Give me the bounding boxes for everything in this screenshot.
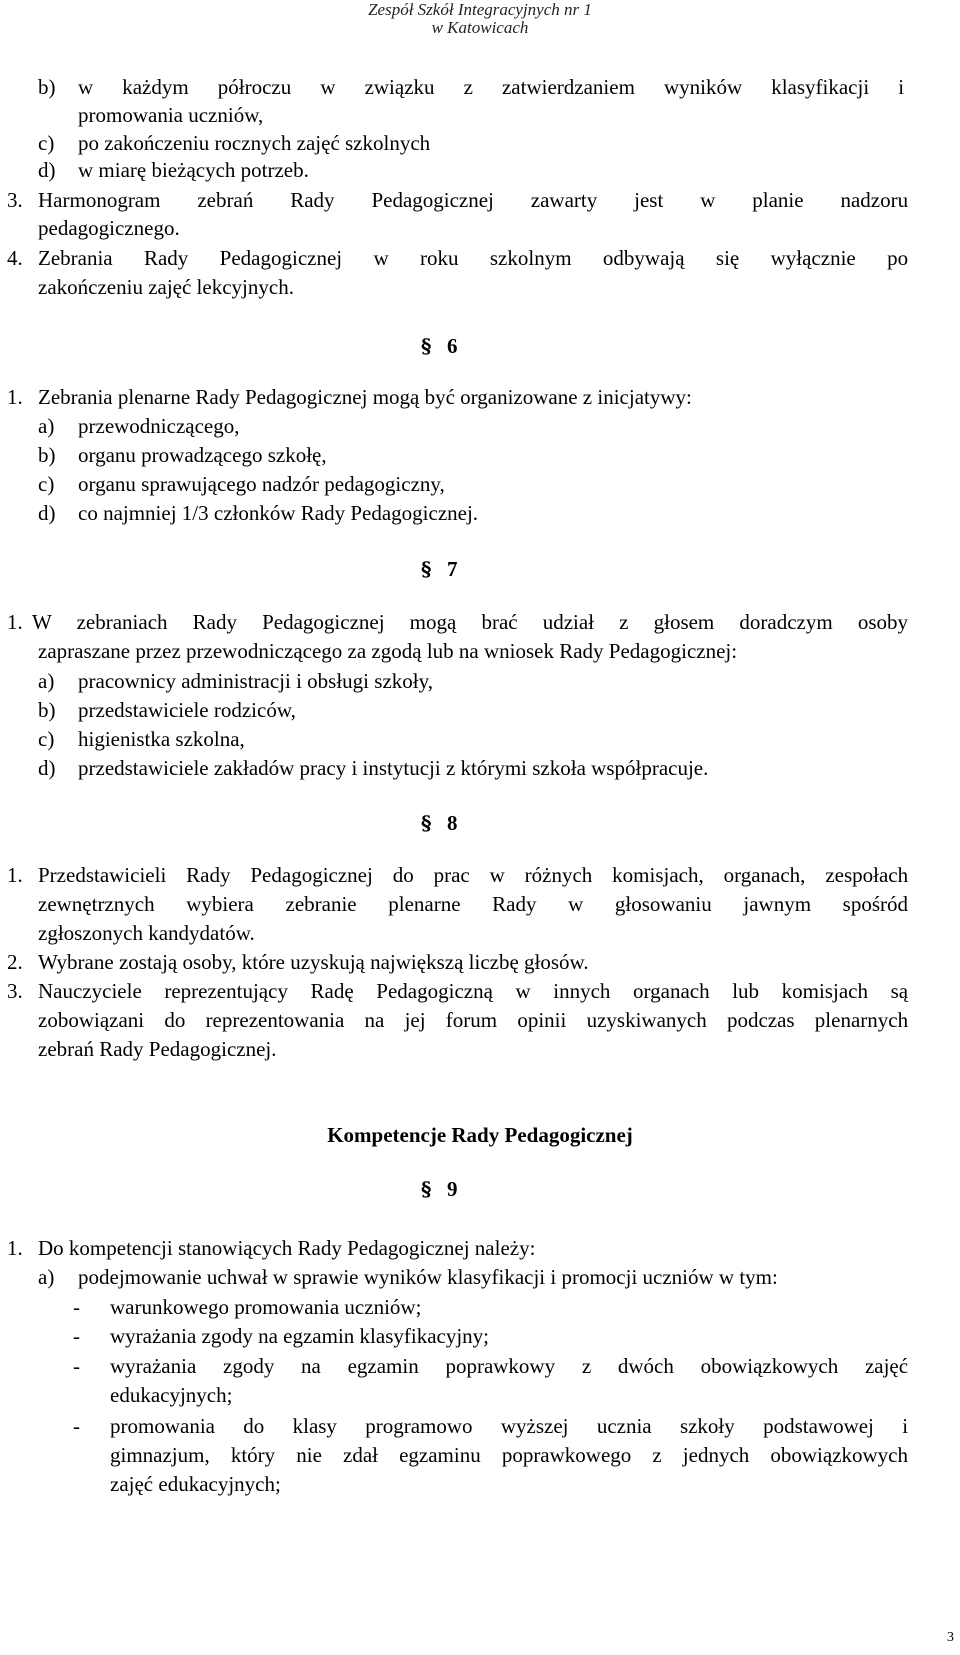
word: jest	[634, 188, 664, 212]
list-marker: d)	[38, 501, 56, 525]
list-marker: a)	[38, 414, 55, 438]
word: z	[619, 610, 629, 634]
word: wyrażania	[110, 1354, 197, 1378]
list-marker: d)	[38, 756, 56, 780]
word: i	[902, 1414, 909, 1438]
word: po	[887, 246, 909, 270]
word: forum	[445, 1008, 498, 1032]
word: komisjach,	[612, 863, 704, 887]
word: podstawowej	[763, 1414, 874, 1438]
paragraph-line	[110, 1413, 908, 1439]
paragraph-line: zakończeniu zajęć lekcyjnych.	[38, 275, 294, 299]
list-marker: 1.	[7, 610, 23, 634]
word: gimnazjum,	[110, 1443, 210, 1467]
paragraph-line	[32, 609, 908, 635]
list-item-text: warunkowego promowania uczniów;	[110, 1295, 422, 1319]
word: który	[230, 1443, 276, 1467]
word: organach	[633, 979, 710, 1003]
paragraph-line: promowania uczniów,	[78, 103, 264, 127]
word: zgody	[223, 1354, 275, 1378]
section-sign-icon	[420, 559, 437, 579]
word: zdał	[343, 1443, 378, 1467]
word: Rady	[143, 246, 189, 270]
svg-text:§: §	[421, 1179, 432, 1199]
word: do	[243, 1414, 265, 1438]
word: w	[568, 892, 584, 916]
word: Rady	[492, 892, 537, 916]
word: Pedagogicznej	[219, 246, 343, 270]
list-item-text: podejmowanie uchwał w sprawie wyników klasyfikacji i promocji uczniów w tym:	[78, 1265, 778, 1289]
word: wyłącznie	[770, 246, 856, 270]
word: opinii	[517, 1008, 567, 1032]
word: z	[581, 1354, 592, 1378]
word: Pedagogicznej	[250, 863, 373, 887]
paragraph-line	[38, 187, 908, 213]
word: zajęć	[864, 1354, 909, 1378]
word: szkolnym	[489, 246, 572, 270]
word: Rady	[290, 188, 335, 212]
word: Pedagogicznej	[371, 188, 494, 212]
section-heading: Kompetencje Rady Pedagogicznej	[327, 1123, 633, 1147]
word: promowania	[110, 1414, 215, 1438]
paragraph-line: edukacyjnych;	[110, 1383, 233, 1407]
word: różnych	[524, 863, 593, 887]
word: wyników	[663, 75, 743, 99]
list-item-text: pracownicy administracji i obsługi szkoły,	[78, 669, 433, 693]
svg-text:§: §	[421, 559, 432, 579]
list-marker: 3.	[7, 979, 23, 1003]
paragraph-line: Do kompetencji stanowiących Rady Pedagogicznej należy:	[38, 1236, 536, 1260]
word: komisjach	[781, 979, 868, 1003]
paragraph-line	[38, 245, 908, 271]
section-sign-icon	[420, 1179, 437, 1199]
word: na	[301, 1354, 321, 1378]
word: osoby	[857, 610, 909, 634]
word: klasy	[292, 1414, 337, 1438]
word: jej	[404, 1008, 426, 1032]
word: zawarty	[530, 188, 598, 212]
word: poprawkowego	[501, 1443, 632, 1467]
word: programowo	[365, 1414, 473, 1438]
word: udział	[542, 610, 595, 634]
section-sign-icon	[420, 813, 437, 833]
word: w	[489, 863, 505, 887]
paragraph-line: zapraszane przez przewodniczącego za zgodą lub na wniosek Rady Pedagogicznej:	[38, 639, 738, 663]
list-marker: b)	[38, 443, 56, 467]
paragraph-line	[38, 978, 908, 1004]
word: do	[164, 1008, 186, 1032]
word: głosem	[653, 610, 715, 634]
word: mogą	[409, 610, 457, 634]
paragraph-line: Wybrane zostają osoby, które uzyskują największą liczbę głosów.	[38, 950, 589, 974]
list-item-text: przedstawiciele rodziców,	[78, 698, 296, 722]
header-city: w Katowicach	[431, 18, 529, 37]
word: Harmonogram	[38, 188, 161, 212]
word: w	[78, 75, 94, 99]
word: związku	[364, 75, 435, 99]
section-number-value: 6	[447, 334, 458, 358]
word: poprawkowy	[445, 1354, 556, 1378]
word: szkoły	[679, 1414, 735, 1438]
word: reprezentujący	[164, 979, 288, 1003]
list-item-text: organu prowadzącego szkołę,	[78, 443, 327, 467]
word: zewnętrznych	[38, 892, 155, 916]
word: zobowiązani	[38, 1008, 145, 1032]
page-number: 3	[947, 1630, 954, 1645]
word: uzyskiwanych	[586, 1008, 707, 1032]
word: obowiązkowych	[770, 1443, 909, 1467]
word: Pedagogiczną	[376, 979, 493, 1003]
word: plenarne	[388, 892, 461, 916]
section-number-value: 7	[447, 557, 458, 581]
word: zebranie	[285, 892, 357, 916]
dash-marker: -	[73, 1354, 80, 1378]
word: reprezentowania	[205, 1008, 345, 1032]
paragraph-line: zgłoszonych kandydatów.	[38, 921, 255, 945]
paragraph-line	[78, 74, 904, 100]
word: organach,	[723, 863, 806, 887]
list-marker: 2.	[7, 950, 23, 974]
list-item-text: co najmniej 1/3 członków Rady Pedagogicznej.	[78, 501, 479, 525]
section-number	[420, 333, 520, 359]
list-marker: b)	[38, 698, 56, 722]
word: są	[890, 979, 909, 1003]
word: w	[515, 979, 531, 1003]
word: i	[898, 75, 905, 99]
header-school-name: Zespół Szkół Integracyjnych nr 1	[368, 0, 592, 19]
word: zespołach	[825, 863, 909, 887]
section-sign-icon	[420, 336, 437, 356]
word: Nauczyciele	[38, 979, 142, 1003]
word: na	[364, 1008, 385, 1032]
paragraph-line: zajęć edukacyjnych;	[110, 1472, 281, 1496]
dash-marker: -	[73, 1295, 80, 1319]
word: głosowaniu	[614, 892, 712, 916]
word: Przedstawicieli	[38, 863, 167, 887]
word: odbywają	[602, 246, 685, 270]
word: egzamin	[347, 1354, 419, 1378]
paragraph-line	[110, 1442, 908, 1468]
section-number-value: 9	[447, 1177, 458, 1201]
word: doradczym	[739, 610, 833, 634]
list-item-text: po zakończeniu rocznych zajęć szkolnych	[78, 131, 431, 155]
list-marker: 1.	[7, 385, 23, 409]
word: z	[652, 1443, 662, 1467]
paragraph-line: pedagogicznego.	[38, 216, 180, 240]
word: klasyfikacji	[771, 75, 870, 99]
dash-marker: -	[73, 1324, 80, 1348]
word: planie	[752, 188, 804, 212]
word: każdym	[122, 75, 189, 99]
word: Zebrania	[38, 246, 113, 270]
word: zatwierdzaniem	[501, 75, 635, 99]
word: podczas	[726, 1008, 795, 1032]
word: roku	[420, 246, 459, 270]
paragraph-line: Zebrania plenarne Rady Pedagogicznej mogą być organizowane z inicjatywy:	[38, 385, 692, 409]
word: Rady	[192, 610, 237, 634]
word: plenarnych	[814, 1008, 909, 1032]
word: dwóch	[617, 1354, 674, 1378]
word: się	[715, 246, 740, 270]
word: jednych	[682, 1443, 750, 1467]
list-marker: c)	[38, 472, 55, 496]
word: wybiera	[186, 892, 254, 916]
paragraph-line	[38, 862, 908, 888]
word: ucznia	[596, 1414, 652, 1438]
word: Pedagogicznej	[262, 610, 385, 634]
list-marker: b)	[38, 75, 56, 99]
word: w	[320, 75, 336, 99]
word: nie	[296, 1443, 322, 1467]
word: jawnym	[743, 892, 812, 916]
list-marker: c)	[38, 727, 55, 751]
paragraph-line	[38, 891, 908, 917]
paragraph-line: zebrań Rady Pedagogicznej.	[38, 1037, 277, 1061]
section-number-value: 8	[447, 811, 458, 835]
word: wyższej	[500, 1414, 569, 1438]
paragraph-line	[110, 1353, 908, 1379]
list-item-text: przedstawiciele zakładów pracy i instytucji z którymi szkoła współpracuje.	[78, 756, 709, 780]
section-number	[420, 1176, 520, 1202]
list-marker: 1.	[7, 863, 23, 887]
section-number	[420, 556, 520, 582]
list-marker: 4.	[7, 246, 23, 270]
list-item-text: w miarę bieżących potrzeb.	[78, 158, 309, 182]
word: prac	[433, 863, 470, 887]
list-marker: 3.	[7, 188, 23, 212]
svg-text:§: §	[421, 336, 432, 356]
list-marker: c)	[38, 131, 55, 155]
word: innych	[553, 979, 611, 1003]
word: brać	[481, 610, 518, 634]
list-marker: a)	[38, 669, 55, 693]
svg-text:§: §	[421, 813, 432, 833]
word: półroczu	[217, 75, 292, 99]
word: zebrań	[197, 188, 254, 212]
list-item-text: przewodniczącego,	[78, 414, 240, 438]
word: Radę	[310, 979, 354, 1003]
word: obowiązkowych	[700, 1354, 839, 1378]
word: zebraniach	[76, 610, 168, 634]
list-marker: d)	[38, 158, 56, 182]
dash-marker: -	[73, 1414, 80, 1438]
word: z	[463, 75, 473, 99]
section-number	[420, 810, 520, 836]
list-marker: 1.	[7, 1236, 23, 1260]
word: w	[700, 188, 716, 212]
word: egzaminu	[399, 1443, 481, 1467]
list-item-text: higienistka szkolna,	[78, 727, 245, 751]
list-item-text: wyrażania zgody na egzamin klasyfikacyjny;	[110, 1324, 490, 1348]
word: w	[373, 246, 389, 270]
word: W	[32, 610, 52, 634]
word: nadzoru	[840, 188, 909, 212]
list-item-text: organu sprawującego nadzór pedagogiczny,	[78, 472, 445, 496]
word: spośród	[842, 892, 908, 916]
word: do	[392, 863, 414, 887]
word: lub	[732, 979, 760, 1003]
word: Rady	[186, 863, 231, 887]
paragraph-line	[38, 1007, 908, 1033]
list-marker: a)	[38, 1265, 55, 1289]
